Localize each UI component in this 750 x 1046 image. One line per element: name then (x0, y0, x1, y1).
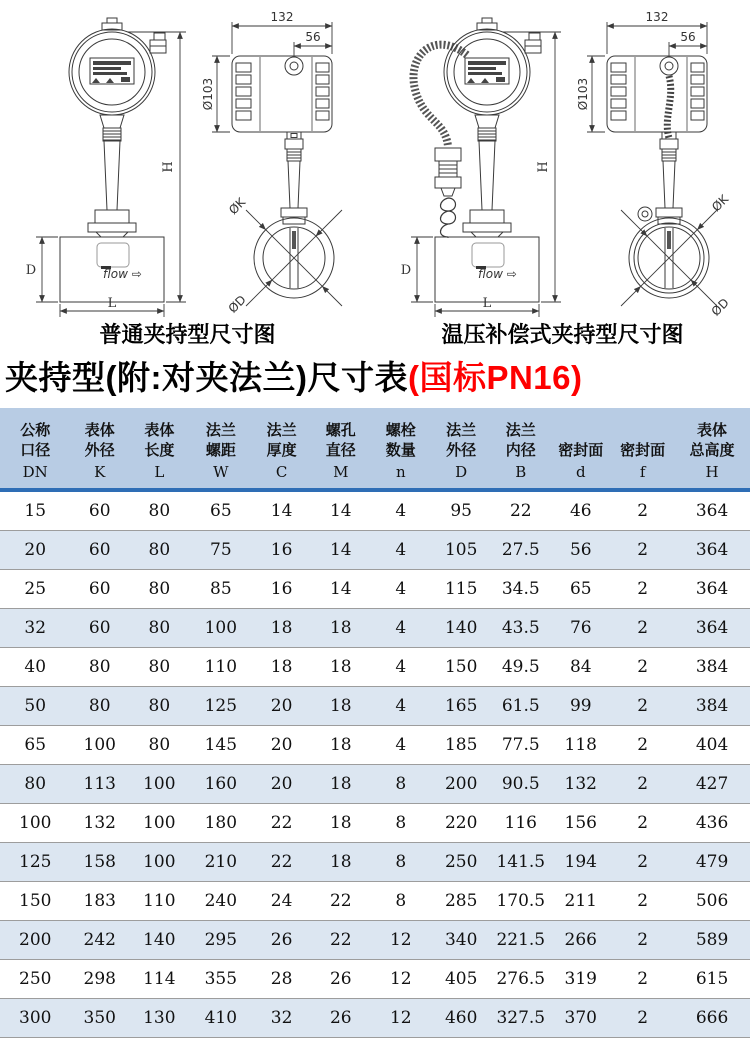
table-cell: 2 (611, 921, 674, 960)
table-cell: 90.5 (491, 765, 550, 804)
table-cell: 2 (611, 843, 674, 882)
table-cell: 250 (431, 843, 491, 882)
table-cell: 18 (311, 765, 370, 804)
diagram-compensated (375, 0, 750, 348)
compensated-drawing (375, 0, 750, 322)
table-cell: 2 (611, 531, 674, 570)
table-cell: 12 (370, 960, 431, 999)
table-cell: 105 (431, 531, 491, 570)
table-cell: 110 (129, 882, 190, 921)
table-cell: 22 (491, 490, 550, 531)
table-cell: 355 (190, 960, 252, 999)
table-cell: 165 (431, 687, 491, 726)
table-cell: 183 (70, 882, 128, 921)
table-cell: 100 (70, 726, 128, 765)
table-cell: 156 (550, 804, 611, 843)
dim-label-h: H (536, 161, 551, 173)
flow-label: flow ⇨ (103, 267, 142, 281)
table-cell: 14 (311, 570, 370, 609)
table-row (0, 531, 750, 570)
table-cell: 18 (252, 609, 311, 648)
table-cell: 26 (252, 921, 311, 960)
table-cell: 26 (311, 999, 370, 1038)
table-cell: 384 (674, 648, 750, 687)
table-cell: 100 (129, 804, 190, 843)
table-cell: 15 (0, 490, 70, 531)
table-cell: 61.5 (491, 687, 550, 726)
column-header: 法兰 螺距 W (190, 408, 252, 490)
table-cell: 4 (370, 531, 431, 570)
table-cell: 80 (129, 531, 190, 570)
table-cell: 364 (674, 609, 750, 648)
table-cell: 80 (0, 765, 70, 804)
flow-label: flow ⇨ (478, 267, 517, 281)
table-cell: 40 (0, 648, 70, 687)
table-row (0, 804, 750, 843)
ordinary-drawing (0, 0, 375, 322)
table-cell: 4 (370, 490, 431, 531)
table-cell: 24 (252, 882, 311, 921)
table-cell: 194 (550, 843, 611, 882)
table-cell: 4 (370, 687, 431, 726)
table-cell: 60 (70, 609, 128, 648)
column-header: 螺栓 数量 n (370, 408, 431, 490)
table-cell: 8 (370, 804, 431, 843)
table-cell: 116 (491, 804, 550, 843)
table-cell: 589 (674, 921, 750, 960)
table-row (0, 609, 750, 648)
table-cell: 180 (190, 804, 252, 843)
table-row (0, 882, 750, 921)
table-cell: 140 (129, 921, 190, 960)
table-cell: 266 (550, 921, 611, 960)
table-cell: 4 (370, 570, 431, 609)
table-cell: 4 (370, 648, 431, 687)
table-cell: 220 (431, 804, 491, 843)
table-cell: 80 (70, 687, 128, 726)
table-row (0, 570, 750, 609)
dim-label-h: H (161, 161, 176, 173)
table-cell: 132 (70, 804, 128, 843)
page-title (5, 358, 746, 398)
table-cell: 27.5 (491, 531, 550, 570)
table-header-row (0, 408, 750, 490)
diagram-caption-compensated: 温压补偿式夹持型尺寸图 (441, 322, 684, 347)
table-cell: 14 (311, 490, 370, 531)
table-cell: 115 (431, 570, 491, 609)
table-cell: 2 (611, 960, 674, 999)
table-cell: 200 (0, 921, 70, 960)
table-cell: 240 (190, 882, 252, 921)
dim-label-l: L (107, 296, 117, 311)
table-cell: 18 (311, 609, 370, 648)
table-cell: 80 (129, 490, 190, 531)
table-cell: 22 (311, 882, 370, 921)
table-cell: 56 (550, 531, 611, 570)
table-cell: 84 (550, 648, 611, 687)
table-cell: 150 (431, 648, 491, 687)
column-header: 表体 长度 L (129, 408, 190, 490)
table-cell: 28 (252, 960, 311, 999)
table-cell: 80 (129, 648, 190, 687)
table-cell: 99 (550, 687, 611, 726)
column-header: 螺孔 直径 M (311, 408, 370, 490)
dim-label-132: 132 (270, 10, 294, 24)
compensated-side-view (607, 56, 709, 298)
table-cell: 145 (190, 726, 252, 765)
table-cell: 34.5 (491, 570, 550, 609)
table-cell: 8 (370, 882, 431, 921)
table-row (0, 687, 750, 726)
table-cell: 141.5 (491, 843, 550, 882)
table-cell: 364 (674, 531, 750, 570)
table-cell: 22 (311, 921, 370, 960)
table-cell: 404 (674, 726, 750, 765)
table-row (0, 960, 750, 999)
column-header: 公称 口径 DN (0, 408, 70, 490)
page-title-main: 夹持型(附:对夹法兰)尺寸表 (5, 359, 408, 396)
table-cell: 113 (70, 765, 128, 804)
table-cell: 221.5 (491, 921, 550, 960)
table-cell: 8 (370, 765, 431, 804)
table-cell: 2 (611, 726, 674, 765)
table-cell: 18 (311, 843, 370, 882)
dim-label-flange-dia: ØK (226, 195, 249, 218)
table-cell: 14 (311, 531, 370, 570)
table-cell: 276.5 (491, 960, 550, 999)
dim-label-132: 132 (645, 10, 669, 24)
diagram-caption-ordinary: 普通夹持型尺寸图 (99, 322, 276, 347)
table-cell: 20 (252, 765, 311, 804)
table-cell: 12 (370, 999, 431, 1038)
table-cell: 666 (674, 999, 750, 1038)
table-cell: 427 (674, 765, 750, 804)
table-cell: 50 (0, 687, 70, 726)
column-header: 表体 总高度 H (674, 408, 750, 490)
table-cell: 384 (674, 687, 750, 726)
dim-label-56: 56 (305, 30, 321, 44)
table-cell: 80 (70, 648, 128, 687)
table-cell: 60 (70, 490, 128, 531)
table-cell: 18 (252, 648, 311, 687)
table-cell: 26 (311, 960, 370, 999)
table-cell: 250 (0, 960, 70, 999)
table-cell: 410 (190, 999, 252, 1038)
table-row (0, 843, 750, 882)
table-cell: 4 (370, 609, 431, 648)
dim-label-dia103: Ø103 (201, 77, 215, 111)
table-cell: 125 (190, 687, 252, 726)
compensated-front-dim-labels (401, 161, 551, 311)
table-cell: 405 (431, 960, 491, 999)
table-cell: 49.5 (491, 648, 550, 687)
table-row (0, 726, 750, 765)
column-header: 法兰 厚度 C (252, 408, 311, 490)
table-cell: 80 (129, 570, 190, 609)
table-cell: 2 (611, 999, 674, 1038)
table-cell: 460 (431, 999, 491, 1038)
table-cell: 319 (550, 960, 611, 999)
table-cell: 285 (431, 882, 491, 921)
table-cell: 364 (674, 570, 750, 609)
table-cell: 300 (0, 999, 70, 1038)
table-cell: 22 (252, 804, 311, 843)
table-cell: 615 (674, 960, 750, 999)
table-cell: 506 (674, 882, 750, 921)
table-cell: 22 (252, 843, 311, 882)
table-cell: 80 (129, 609, 190, 648)
dim-label-bore-dia: ØD (708, 295, 732, 319)
table-cell: 18 (311, 804, 370, 843)
table-cell: 132 (550, 765, 611, 804)
table-cell: 211 (550, 882, 611, 921)
column-header: 密封面 d (550, 408, 611, 490)
table-cell: 80 (129, 687, 190, 726)
table-cell: 370 (550, 999, 611, 1038)
table-row (0, 921, 750, 960)
dimension-table (0, 408, 750, 1038)
table-cell: 2 (611, 804, 674, 843)
table-cell: 80 (129, 726, 190, 765)
table-cell: 32 (252, 999, 311, 1038)
ordinary-front-dim-labels (26, 161, 176, 311)
table-row (0, 490, 750, 531)
dim-label-dia103: Ø103 (576, 77, 590, 111)
table-cell: 75 (190, 531, 252, 570)
ordinary-side-view (232, 56, 334, 298)
table-cell: 77.5 (491, 726, 550, 765)
ordinary-front-view (60, 18, 166, 302)
table-cell: 295 (190, 921, 252, 960)
table-cell: 210 (190, 843, 252, 882)
table-cell: 436 (674, 804, 750, 843)
table-cell: 110 (190, 648, 252, 687)
table-cell: 100 (129, 765, 190, 804)
table-cell: 2 (611, 648, 674, 687)
table-cell: 8 (370, 843, 431, 882)
table-cell: 16 (252, 531, 311, 570)
dim-label-56: 56 (680, 30, 696, 44)
table-cell: 60 (70, 570, 128, 609)
column-header: 表体 外径 K (70, 408, 128, 490)
table-cell: 298 (70, 960, 128, 999)
table-cell: 160 (190, 765, 252, 804)
table-cell: 140 (431, 609, 491, 648)
dim-label-d: D (400, 263, 412, 278)
table-cell: 170.5 (491, 882, 550, 921)
table-cell: 2 (611, 765, 674, 804)
table-cell: 185 (431, 726, 491, 765)
dim-label-l: L (482, 296, 492, 311)
table-header (0, 408, 750, 490)
dimension-table-body (0, 490, 750, 1038)
table-cell: 76 (550, 609, 611, 648)
table-cell: 65 (190, 490, 252, 531)
table-cell: 4 (370, 726, 431, 765)
table-cell: 60 (70, 531, 128, 570)
table-row (0, 999, 750, 1038)
table-cell: 350 (70, 999, 128, 1038)
table-cell: 65 (0, 726, 70, 765)
table-cell: 130 (129, 999, 190, 1038)
table-cell: 2 (611, 882, 674, 921)
table-cell: 20 (0, 531, 70, 570)
table-cell: 43.5 (491, 609, 550, 648)
table-cell: 46 (550, 490, 611, 531)
table-cell: 65 (550, 570, 611, 609)
table-row (0, 765, 750, 804)
dim-label-bore-dia: ØD (225, 292, 249, 316)
table-cell: 327.5 (491, 999, 550, 1038)
table-cell: 18 (311, 726, 370, 765)
table-cell: 20 (252, 687, 311, 726)
dim-label-d: D (25, 263, 37, 278)
table-row (0, 648, 750, 687)
table-cell: 2 (611, 490, 674, 531)
column-header: 法兰 外径 D (431, 408, 491, 490)
table-cell: 200 (431, 765, 491, 804)
table-cell: 2 (611, 687, 674, 726)
table-cell: 25 (0, 570, 70, 609)
page-title-standard: (国标PN16) (407, 359, 583, 396)
table-cell: 18 (311, 648, 370, 687)
column-header: 法兰 内径 B (491, 408, 550, 490)
table-cell: 18 (311, 687, 370, 726)
table-cell: 2 (611, 609, 674, 648)
table-cell: 125 (0, 843, 70, 882)
table-cell: 14 (252, 490, 311, 531)
table-cell: 114 (129, 960, 190, 999)
table-cell: 12 (370, 921, 431, 960)
table-cell: 100 (129, 843, 190, 882)
table-cell: 158 (70, 843, 128, 882)
diagram-ordinary (0, 0, 375, 348)
table-cell: 16 (252, 570, 311, 609)
table-cell: 242 (70, 921, 128, 960)
table-cell: 364 (674, 490, 750, 531)
compensated-front-view (413, 18, 541, 302)
table-cell: 100 (0, 804, 70, 843)
table-cell: 340 (431, 921, 491, 960)
table-cell: 32 (0, 609, 70, 648)
table-cell: 118 (550, 726, 611, 765)
column-header: 密封面 f (611, 408, 674, 490)
table-cell: 479 (674, 843, 750, 882)
table-cell: 2 (611, 570, 674, 609)
table-cell: 100 (190, 609, 252, 648)
table-cell: 85 (190, 570, 252, 609)
table-cell: 20 (252, 726, 311, 765)
dim-label-flange-dia: ØK (709, 192, 732, 215)
diagram-section (0, 0, 750, 348)
table-cell: 150 (0, 882, 70, 921)
table-cell: 95 (431, 490, 491, 531)
